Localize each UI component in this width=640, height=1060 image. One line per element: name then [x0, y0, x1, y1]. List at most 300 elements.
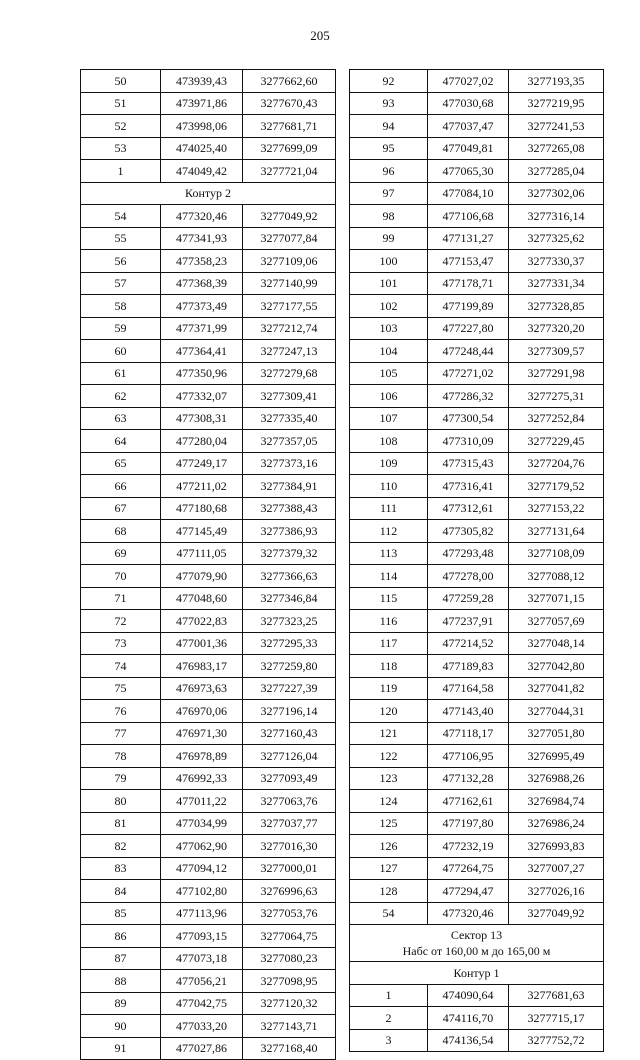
- point-number-cell: 121: [350, 722, 428, 745]
- table-row: [350, 790, 604, 813]
- table-row: [350, 677, 604, 700]
- x-coordinate-cell: 477227,80: [428, 317, 509, 340]
- point-number-cell: 105: [350, 362, 428, 385]
- y-coordinate-cell: 3276996,63: [243, 880, 336, 903]
- x-coordinate-cell: 477153,47: [428, 250, 509, 273]
- table-row: [350, 137, 604, 160]
- y-coordinate-cell: 3277379,32: [243, 542, 336, 565]
- point-number-cell: 3: [350, 1029, 428, 1052]
- x-coordinate-cell: 476970,06: [161, 700, 243, 723]
- y-coordinate-cell: 3277219,95: [509, 92, 604, 115]
- table-row: [350, 835, 604, 858]
- table-row: [81, 452, 336, 475]
- table-row: [81, 857, 336, 880]
- point-number-cell: 76: [81, 700, 161, 723]
- point-number-cell: 78: [81, 745, 161, 768]
- x-coordinate-cell: 477037,47: [428, 115, 509, 138]
- x-coordinate-cell: 474090,64: [428, 984, 509, 1007]
- table-row: [81, 250, 336, 273]
- x-coordinate-cell: 477341,93: [161, 227, 243, 250]
- x-coordinate-cell: 477199,89: [428, 295, 509, 318]
- table-row: [350, 362, 604, 385]
- x-coordinate-cell: 477094,12: [161, 857, 243, 880]
- y-coordinate-cell: 3277229,45: [509, 430, 604, 453]
- table-row: [350, 70, 604, 93]
- x-coordinate-cell: 477084,10: [428, 182, 509, 205]
- table-row: [81, 565, 336, 588]
- y-coordinate-cell: 3277291,98: [509, 362, 604, 385]
- point-number-cell: 117: [350, 632, 428, 655]
- contour-header-row: [350, 962, 604, 985]
- x-coordinate-cell: 477368,39: [161, 272, 243, 295]
- table-row: [350, 745, 604, 768]
- x-coordinate-cell: 477027,02: [428, 70, 509, 93]
- table-row: [350, 542, 604, 565]
- point-number-cell: 61: [81, 362, 161, 385]
- point-number-cell: 123: [350, 767, 428, 790]
- table-row: [350, 1007, 604, 1030]
- point-number-cell: 77: [81, 722, 161, 745]
- x-coordinate-cell: 477308,31: [161, 407, 243, 430]
- x-coordinate-cell: 477030,68: [428, 92, 509, 115]
- table-row: [350, 430, 604, 453]
- x-coordinate-cell: 477033,20: [161, 1015, 243, 1038]
- y-coordinate-cell: 3277241,53: [509, 115, 604, 138]
- point-number-cell: 101: [350, 272, 428, 295]
- x-coordinate-cell: 474116,70: [428, 1007, 509, 1030]
- point-number-cell: 53: [81, 137, 161, 160]
- x-coordinate-cell: 476983,17: [161, 655, 243, 678]
- table-row: [81, 812, 336, 835]
- y-coordinate-cell: 3277071,15: [509, 587, 604, 610]
- y-coordinate-cell: 3277057,69: [509, 610, 604, 633]
- y-coordinate-cell: 3277049,92: [243, 205, 336, 228]
- sector-header-row: [350, 925, 604, 962]
- point-number-cell: 112: [350, 520, 428, 543]
- point-number-cell: 67: [81, 497, 161, 520]
- x-coordinate-cell: 477106,95: [428, 745, 509, 768]
- table-row: [350, 115, 604, 138]
- y-coordinate-cell: 3277302,06: [509, 182, 604, 205]
- x-coordinate-cell: 477364,41: [161, 340, 243, 363]
- point-number-cell: 116: [350, 610, 428, 633]
- table-row: [350, 700, 604, 723]
- x-coordinate-cell: 477062,90: [161, 835, 243, 858]
- point-number-cell: 68: [81, 520, 161, 543]
- point-number-cell: 82: [81, 835, 161, 858]
- y-coordinate-cell: 3277177,55: [243, 295, 336, 318]
- y-coordinate-cell: 3277386,93: [243, 520, 336, 543]
- x-coordinate-cell: 477162,61: [428, 790, 509, 813]
- y-coordinate-cell: 3277330,37: [509, 250, 604, 273]
- table-row: [81, 70, 336, 93]
- point-number-cell: 71: [81, 587, 161, 610]
- table-row: [350, 452, 604, 475]
- y-coordinate-cell: 3277309,57: [509, 340, 604, 363]
- table-row: [81, 1015, 336, 1038]
- x-coordinate-cell: 477164,58: [428, 677, 509, 700]
- y-coordinate-cell: 3277285,04: [509, 160, 604, 183]
- table-row: [350, 205, 604, 228]
- y-coordinate-cell: 3277041,82: [509, 677, 604, 700]
- y-coordinate-cell: 3277212,74: [243, 317, 336, 340]
- y-coordinate-cell: 3277366,63: [243, 565, 336, 588]
- table-row: [81, 767, 336, 790]
- table-row: [350, 565, 604, 588]
- point-number-cell: 54: [350, 902, 428, 925]
- x-coordinate-cell: 474049,42: [161, 160, 243, 183]
- y-coordinate-cell: 3277193,35: [509, 70, 604, 93]
- table-row: [81, 970, 336, 993]
- point-number-cell: 103: [350, 317, 428, 340]
- y-coordinate-cell: 3277126,04: [243, 745, 336, 768]
- table-row: [81, 475, 336, 498]
- y-coordinate-cell: 3277670,43: [243, 92, 336, 115]
- point-number-cell: 102: [350, 295, 428, 318]
- point-number-cell: 122: [350, 745, 428, 768]
- coordinates-table-right: [349, 69, 604, 1052]
- y-coordinate-cell: 3277153,22: [509, 497, 604, 520]
- x-coordinate-cell: 477358,23: [161, 250, 243, 273]
- point-number-cell: 80: [81, 790, 161, 813]
- point-number-cell: 60: [81, 340, 161, 363]
- point-number-cell: 90: [81, 1015, 161, 1038]
- x-coordinate-cell: 473971,86: [161, 92, 243, 115]
- x-coordinate-cell: 477237,91: [428, 610, 509, 633]
- y-coordinate-cell: 3277044,31: [509, 700, 604, 723]
- y-coordinate-cell: 3277662,60: [243, 70, 336, 93]
- point-number-cell: 98: [350, 205, 428, 228]
- x-coordinate-cell: 477113,96: [161, 902, 243, 925]
- table-row: [81, 160, 336, 183]
- table-row: [350, 722, 604, 745]
- x-coordinate-cell: 477143,40: [428, 700, 509, 723]
- y-coordinate-cell: 3277140,99: [243, 272, 336, 295]
- table-row: [350, 632, 604, 655]
- point-number-cell: 126: [350, 835, 428, 858]
- x-coordinate-cell: 477315,43: [428, 452, 509, 475]
- y-coordinate-cell: 3277037,77: [243, 812, 336, 835]
- point-number-cell: 93: [350, 92, 428, 115]
- table-row: [350, 902, 604, 925]
- point-number-cell: 73: [81, 632, 161, 655]
- table-row: [350, 655, 604, 678]
- point-number-cell: 62: [81, 385, 161, 408]
- table-row: [350, 1029, 604, 1052]
- x-coordinate-cell: 477271,02: [428, 362, 509, 385]
- x-coordinate-cell: 477211,02: [161, 475, 243, 498]
- table-row: [350, 475, 604, 498]
- point-number-cell: 111: [350, 497, 428, 520]
- x-coordinate-cell: 477280,04: [161, 430, 243, 453]
- x-coordinate-cell: 477027,86: [161, 1037, 243, 1060]
- y-coordinate-cell: 3277016,30: [243, 835, 336, 858]
- y-coordinate-cell: 3277335,40: [243, 407, 336, 430]
- y-coordinate-cell: 3277357,05: [243, 430, 336, 453]
- x-coordinate-cell: 477320,46: [161, 205, 243, 228]
- table-row: [350, 587, 604, 610]
- y-coordinate-cell: 3277026,16: [509, 880, 604, 903]
- y-coordinate-cell: 3277196,14: [243, 700, 336, 723]
- x-coordinate-cell: 477079,90: [161, 565, 243, 588]
- y-coordinate-cell: 3277715,17: [509, 1007, 604, 1030]
- x-coordinate-cell: 477132,28: [428, 767, 509, 790]
- point-number-cell: 59: [81, 317, 161, 340]
- y-coordinate-cell: 3277049,92: [509, 902, 604, 925]
- point-number-cell: 119: [350, 677, 428, 700]
- y-coordinate-cell: 3276995,49: [509, 745, 604, 768]
- x-coordinate-cell: 477189,83: [428, 655, 509, 678]
- table-row: [350, 385, 604, 408]
- contour-header-row: [81, 182, 336, 205]
- x-coordinate-cell: 473998,06: [161, 115, 243, 138]
- point-number-cell: 110: [350, 475, 428, 498]
- point-number-cell: 81: [81, 812, 161, 835]
- y-coordinate-cell: 3276984,74: [509, 790, 604, 813]
- y-coordinate-cell: 3277093,49: [243, 767, 336, 790]
- y-coordinate-cell: 3277252,84: [509, 407, 604, 430]
- y-coordinate-cell: 3277063,76: [243, 790, 336, 813]
- point-number-cell: 79: [81, 767, 161, 790]
- table-row: [81, 430, 336, 453]
- point-number-cell: 69: [81, 542, 161, 565]
- y-coordinate-cell: 3277346,84: [243, 587, 336, 610]
- point-number-cell: 106: [350, 385, 428, 408]
- table-row: [81, 227, 336, 250]
- table-row: [350, 227, 604, 250]
- x-coordinate-cell: 477300,54: [428, 407, 509, 430]
- page-number: 205: [310, 28, 330, 43]
- y-coordinate-cell: 3277051,80: [509, 722, 604, 745]
- point-number-cell: 128: [350, 880, 428, 903]
- y-coordinate-cell: 3277275,31: [509, 385, 604, 408]
- x-coordinate-cell: 474025,40: [161, 137, 243, 160]
- table-row: [81, 542, 336, 565]
- point-number-cell: 66: [81, 475, 161, 498]
- y-coordinate-cell: 3277316,14: [509, 205, 604, 228]
- y-coordinate-cell: 3277373,16: [243, 452, 336, 475]
- y-coordinate-cell: 3277325,62: [509, 227, 604, 250]
- y-coordinate-cell: 3277259,80: [243, 655, 336, 678]
- contour-header: Контур 2: [81, 182, 336, 205]
- x-coordinate-cell: 477248,44: [428, 340, 509, 363]
- y-coordinate-cell: 3277204,76: [509, 452, 604, 475]
- x-coordinate-cell: 477312,61: [428, 497, 509, 520]
- point-number-cell: 99: [350, 227, 428, 250]
- table-row: [81, 92, 336, 115]
- point-number-cell: 94: [350, 115, 428, 138]
- y-coordinate-cell: 3277160,43: [243, 722, 336, 745]
- x-coordinate-cell: 476992,33: [161, 767, 243, 790]
- x-coordinate-cell: 477049,81: [428, 137, 509, 160]
- table-row: [81, 947, 336, 970]
- point-number-cell: 114: [350, 565, 428, 588]
- table-row: [350, 984, 604, 1007]
- table-row: [81, 407, 336, 430]
- table-row: [81, 745, 336, 768]
- table-row: [350, 520, 604, 543]
- x-coordinate-cell: 476971,30: [161, 722, 243, 745]
- table-row: [81, 992, 336, 1015]
- x-coordinate-cell: 473939,43: [161, 70, 243, 93]
- point-number-cell: 113: [350, 542, 428, 565]
- y-coordinate-cell: 3277265,08: [509, 137, 604, 160]
- table-row: [350, 182, 604, 205]
- point-number-cell: 63: [81, 407, 161, 430]
- y-coordinate-cell: 3277331,34: [509, 272, 604, 295]
- x-coordinate-cell: 477350,96: [161, 362, 243, 385]
- point-number-cell: 51: [81, 92, 161, 115]
- point-number-cell: 104: [350, 340, 428, 363]
- table-row: [81, 902, 336, 925]
- y-coordinate-cell: 3277088,12: [509, 565, 604, 588]
- table-row: [81, 587, 336, 610]
- x-coordinate-cell: 477310,09: [428, 430, 509, 453]
- x-coordinate-cell: 477249,17: [161, 452, 243, 475]
- sector-depth-range: Набс от 160,00 м до 165,00 м: [402, 944, 551, 958]
- x-coordinate-cell: 477278,00: [428, 565, 509, 588]
- y-coordinate-cell: 3277699,09: [243, 137, 336, 160]
- point-number-cell: 91: [81, 1037, 161, 1060]
- point-number-cell: 83: [81, 857, 161, 880]
- table-row: [350, 317, 604, 340]
- point-number-cell: 109: [350, 452, 428, 475]
- point-number-cell: 64: [81, 430, 161, 453]
- x-coordinate-cell: 476978,89: [161, 745, 243, 768]
- table-row: [81, 340, 336, 363]
- contour-header: Контур 1: [350, 962, 604, 985]
- x-coordinate-cell: 477332,07: [161, 385, 243, 408]
- point-number-cell: 1: [81, 160, 161, 183]
- table-row: [81, 115, 336, 138]
- point-number-cell: 50: [81, 70, 161, 93]
- point-number-cell: 125: [350, 812, 428, 835]
- y-coordinate-cell: 3277080,23: [243, 947, 336, 970]
- x-coordinate-cell: 476973,63: [161, 677, 243, 700]
- x-coordinate-cell: 477111,05: [161, 542, 243, 565]
- x-coordinate-cell: 477093,15: [161, 925, 243, 948]
- point-number-cell: 95: [350, 137, 428, 160]
- table-row: [81, 385, 336, 408]
- point-number-cell: 115: [350, 587, 428, 610]
- x-coordinate-cell: 477214,52: [428, 632, 509, 655]
- x-coordinate-cell: 477286,32: [428, 385, 509, 408]
- table-row: [350, 767, 604, 790]
- table-row: [350, 857, 604, 880]
- point-number-cell: 120: [350, 700, 428, 723]
- table-row: [81, 317, 336, 340]
- table-row: [81, 295, 336, 318]
- point-number-cell: 92: [350, 70, 428, 93]
- point-number-cell: 127: [350, 857, 428, 880]
- point-number-cell: 54: [81, 205, 161, 228]
- point-number-cell: 84: [81, 880, 161, 903]
- y-coordinate-cell: 3277721,04: [243, 160, 336, 183]
- x-coordinate-cell: 477001,36: [161, 632, 243, 655]
- table-row: [81, 835, 336, 858]
- table-row: [81, 362, 336, 385]
- x-coordinate-cell: 477293,48: [428, 542, 509, 565]
- table-row: [81, 137, 336, 160]
- point-number-cell: 124: [350, 790, 428, 813]
- table-row: [350, 340, 604, 363]
- point-number-cell: 74: [81, 655, 161, 678]
- table-row: [81, 700, 336, 723]
- y-coordinate-cell: 3277120,32: [243, 992, 336, 1015]
- y-coordinate-cell: 3277048,14: [509, 632, 604, 655]
- y-coordinate-cell: 3277279,68: [243, 362, 336, 385]
- x-coordinate-cell: 477073,18: [161, 947, 243, 970]
- point-number-cell: 89: [81, 992, 161, 1015]
- y-coordinate-cell: 3277179,52: [509, 475, 604, 498]
- y-coordinate-cell: 3277309,41: [243, 385, 336, 408]
- table-row: [81, 272, 336, 295]
- y-coordinate-cell: 3277143,71: [243, 1015, 336, 1038]
- table-row: [81, 632, 336, 655]
- table-row: [350, 160, 604, 183]
- y-coordinate-cell: 3277098,95: [243, 970, 336, 993]
- x-coordinate-cell: 477264,75: [428, 857, 509, 880]
- point-number-cell: 118: [350, 655, 428, 678]
- y-coordinate-cell: 3277077,84: [243, 227, 336, 250]
- point-number-cell: 55: [81, 227, 161, 250]
- x-coordinate-cell: 477056,21: [161, 970, 243, 993]
- table-row: [350, 497, 604, 520]
- y-coordinate-cell: 3277328,85: [509, 295, 604, 318]
- x-coordinate-cell: 477178,71: [428, 272, 509, 295]
- point-number-cell: 57: [81, 272, 161, 295]
- table-row: [81, 520, 336, 543]
- point-number-cell: 88: [81, 970, 161, 993]
- x-coordinate-cell: 477145,49: [161, 520, 243, 543]
- table-row: [350, 272, 604, 295]
- y-coordinate-cell: 3276993,83: [509, 835, 604, 858]
- table-row: [81, 1037, 336, 1060]
- x-coordinate-cell: 477011,22: [161, 790, 243, 813]
- table-row: [81, 205, 336, 228]
- x-coordinate-cell: 477371,99: [161, 317, 243, 340]
- table-row: [350, 250, 604, 273]
- x-coordinate-cell: 477180,68: [161, 497, 243, 520]
- point-number-cell: 100: [350, 250, 428, 273]
- y-coordinate-cell: 3277131,64: [509, 520, 604, 543]
- x-coordinate-cell: 477065,30: [428, 160, 509, 183]
- x-coordinate-cell: 477197,80: [428, 812, 509, 835]
- table-row: [350, 407, 604, 430]
- table-row: [350, 610, 604, 633]
- y-coordinate-cell: 3276986,24: [509, 812, 604, 835]
- table-row: [81, 655, 336, 678]
- table-row: [350, 92, 604, 115]
- y-coordinate-cell: 3277681,71: [243, 115, 336, 138]
- y-coordinate-cell: 3277064,75: [243, 925, 336, 948]
- table-row: [81, 722, 336, 745]
- point-number-cell: 72: [81, 610, 161, 633]
- y-coordinate-cell: 3277109,06: [243, 250, 336, 273]
- point-number-cell: 75: [81, 677, 161, 700]
- point-number-cell: 107: [350, 407, 428, 430]
- point-number-cell: 52: [81, 115, 161, 138]
- table-row: [81, 790, 336, 813]
- x-coordinate-cell: 477232,19: [428, 835, 509, 858]
- sector-title: Сектор 13: [450, 928, 503, 942]
- table-row: [350, 880, 604, 903]
- x-coordinate-cell: 477294,47: [428, 880, 509, 903]
- y-coordinate-cell: 3277053,76: [243, 902, 336, 925]
- y-coordinate-cell: 3277168,40: [243, 1037, 336, 1060]
- y-coordinate-cell: 3276988,26: [509, 767, 604, 790]
- y-coordinate-cell: 3277042,80: [509, 655, 604, 678]
